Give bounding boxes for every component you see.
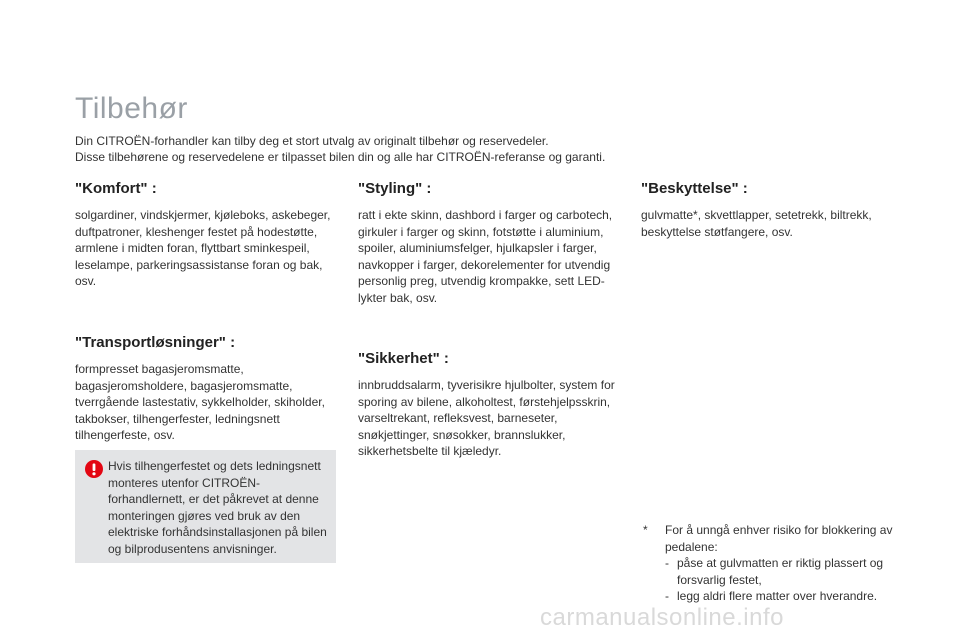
section-transportlosninger	[75, 334, 345, 444]
page-title: Tilbehør	[75, 92, 188, 125]
section-beskyttelse	[641, 180, 906, 240]
section-heading: "Sikkerhet" :	[358, 350, 449, 367]
footnote-item-text: påse at gulvmatten er riktig plassert og forsvarlig festet,	[677, 556, 884, 587]
intro-text	[75, 133, 875, 165]
intro-line-2: Disse tilbehørene og reservedelene er tilpasset bilen din og alle har CITROËN-referanse og garanti.	[75, 150, 606, 164]
section-heading: "Komfort" :	[75, 180, 157, 197]
footnote-intro: For å unngå enhver risiko for blokkering av pedalene:	[665, 523, 893, 554]
footnote	[643, 522, 923, 605]
section-styling	[358, 180, 628, 306]
section-text: ratt i ekte skinn, dashbord i farger og carbotech, girkuler i farger og skinn, fotstøtte i aluminium, spoiler, aluminiumsfelger, hjulkapsler i farger, navkopper i farger, dekorelementer for utvendig personlig preg, utvendig krompakke, sett LED-lykter bak, osv.	[358, 208, 613, 305]
section-text: formpresset bagasjeromsmatte, bagasjeromsholdere, bagasjeromsmatte, tverrgående lastestativ, sykkelholder, skiholder, takbokser, tilhengerfester, ledningsnett tilhengerfeste, osv.	[75, 362, 325, 442]
section-heading: "Transportløsninger" :	[75, 334, 236, 351]
warning-box	[75, 450, 336, 563]
footnote-item	[665, 555, 923, 588]
section-komfort	[75, 180, 345, 290]
section-heading: "Beskyttelse" :	[641, 180, 748, 197]
section-heading: "Styling" :	[358, 180, 432, 197]
footnote-dash: -	[665, 556, 669, 570]
section-text: innbruddsalarm, tyverisikre hjulbolter, system for sporing av bilene, alkoholtest, førstehjelpsskrin, varseltrekant, refleksvest, barneseter, snøkjettinger, snøsokker, brannslukker, sikkerhetsbelte til kjæledyr.	[358, 378, 615, 458]
warning-text: Hvis tilhengerfestet og dets ledningsnett monteres utenfor CITROËN-forhandlernett, er det påkrevet at denne monteringen gjøres ved bruk av den elektriske forhåndsinstallasjonen på bilen og bilprodusentens anvisninger.	[108, 459, 327, 556]
footnote-item	[665, 588, 923, 605]
footnote-dash: -	[665, 589, 669, 603]
footnote-item-text: legg aldri flere matter over hverandre.	[677, 589, 878, 603]
warning-icon	[85, 460, 103, 478]
intro-line-1: Din CITROËN-forhandler kan tilby deg et stort utvalg av originalt tilbehør og reservedeler.	[75, 134, 549, 148]
section-text: solgardiner, vindskjermer, kjøleboks, askebeger, duftpatroner, kleshenger festet på hodestøtte, armlene i midten foran, flyttbart sminkespeil, leselampe, parkeringsassistanse foran og bak, osv.	[75, 208, 331, 288]
footnote-marker: *	[643, 523, 648, 537]
watermark: carmanualsonline.info	[540, 604, 784, 631]
section-text: gulvmatte*, skvettlapper, setetrekk, biltrekk, beskyttelse støtfangere, osv.	[641, 208, 872, 239]
section-sikkerhet	[358, 350, 628, 460]
